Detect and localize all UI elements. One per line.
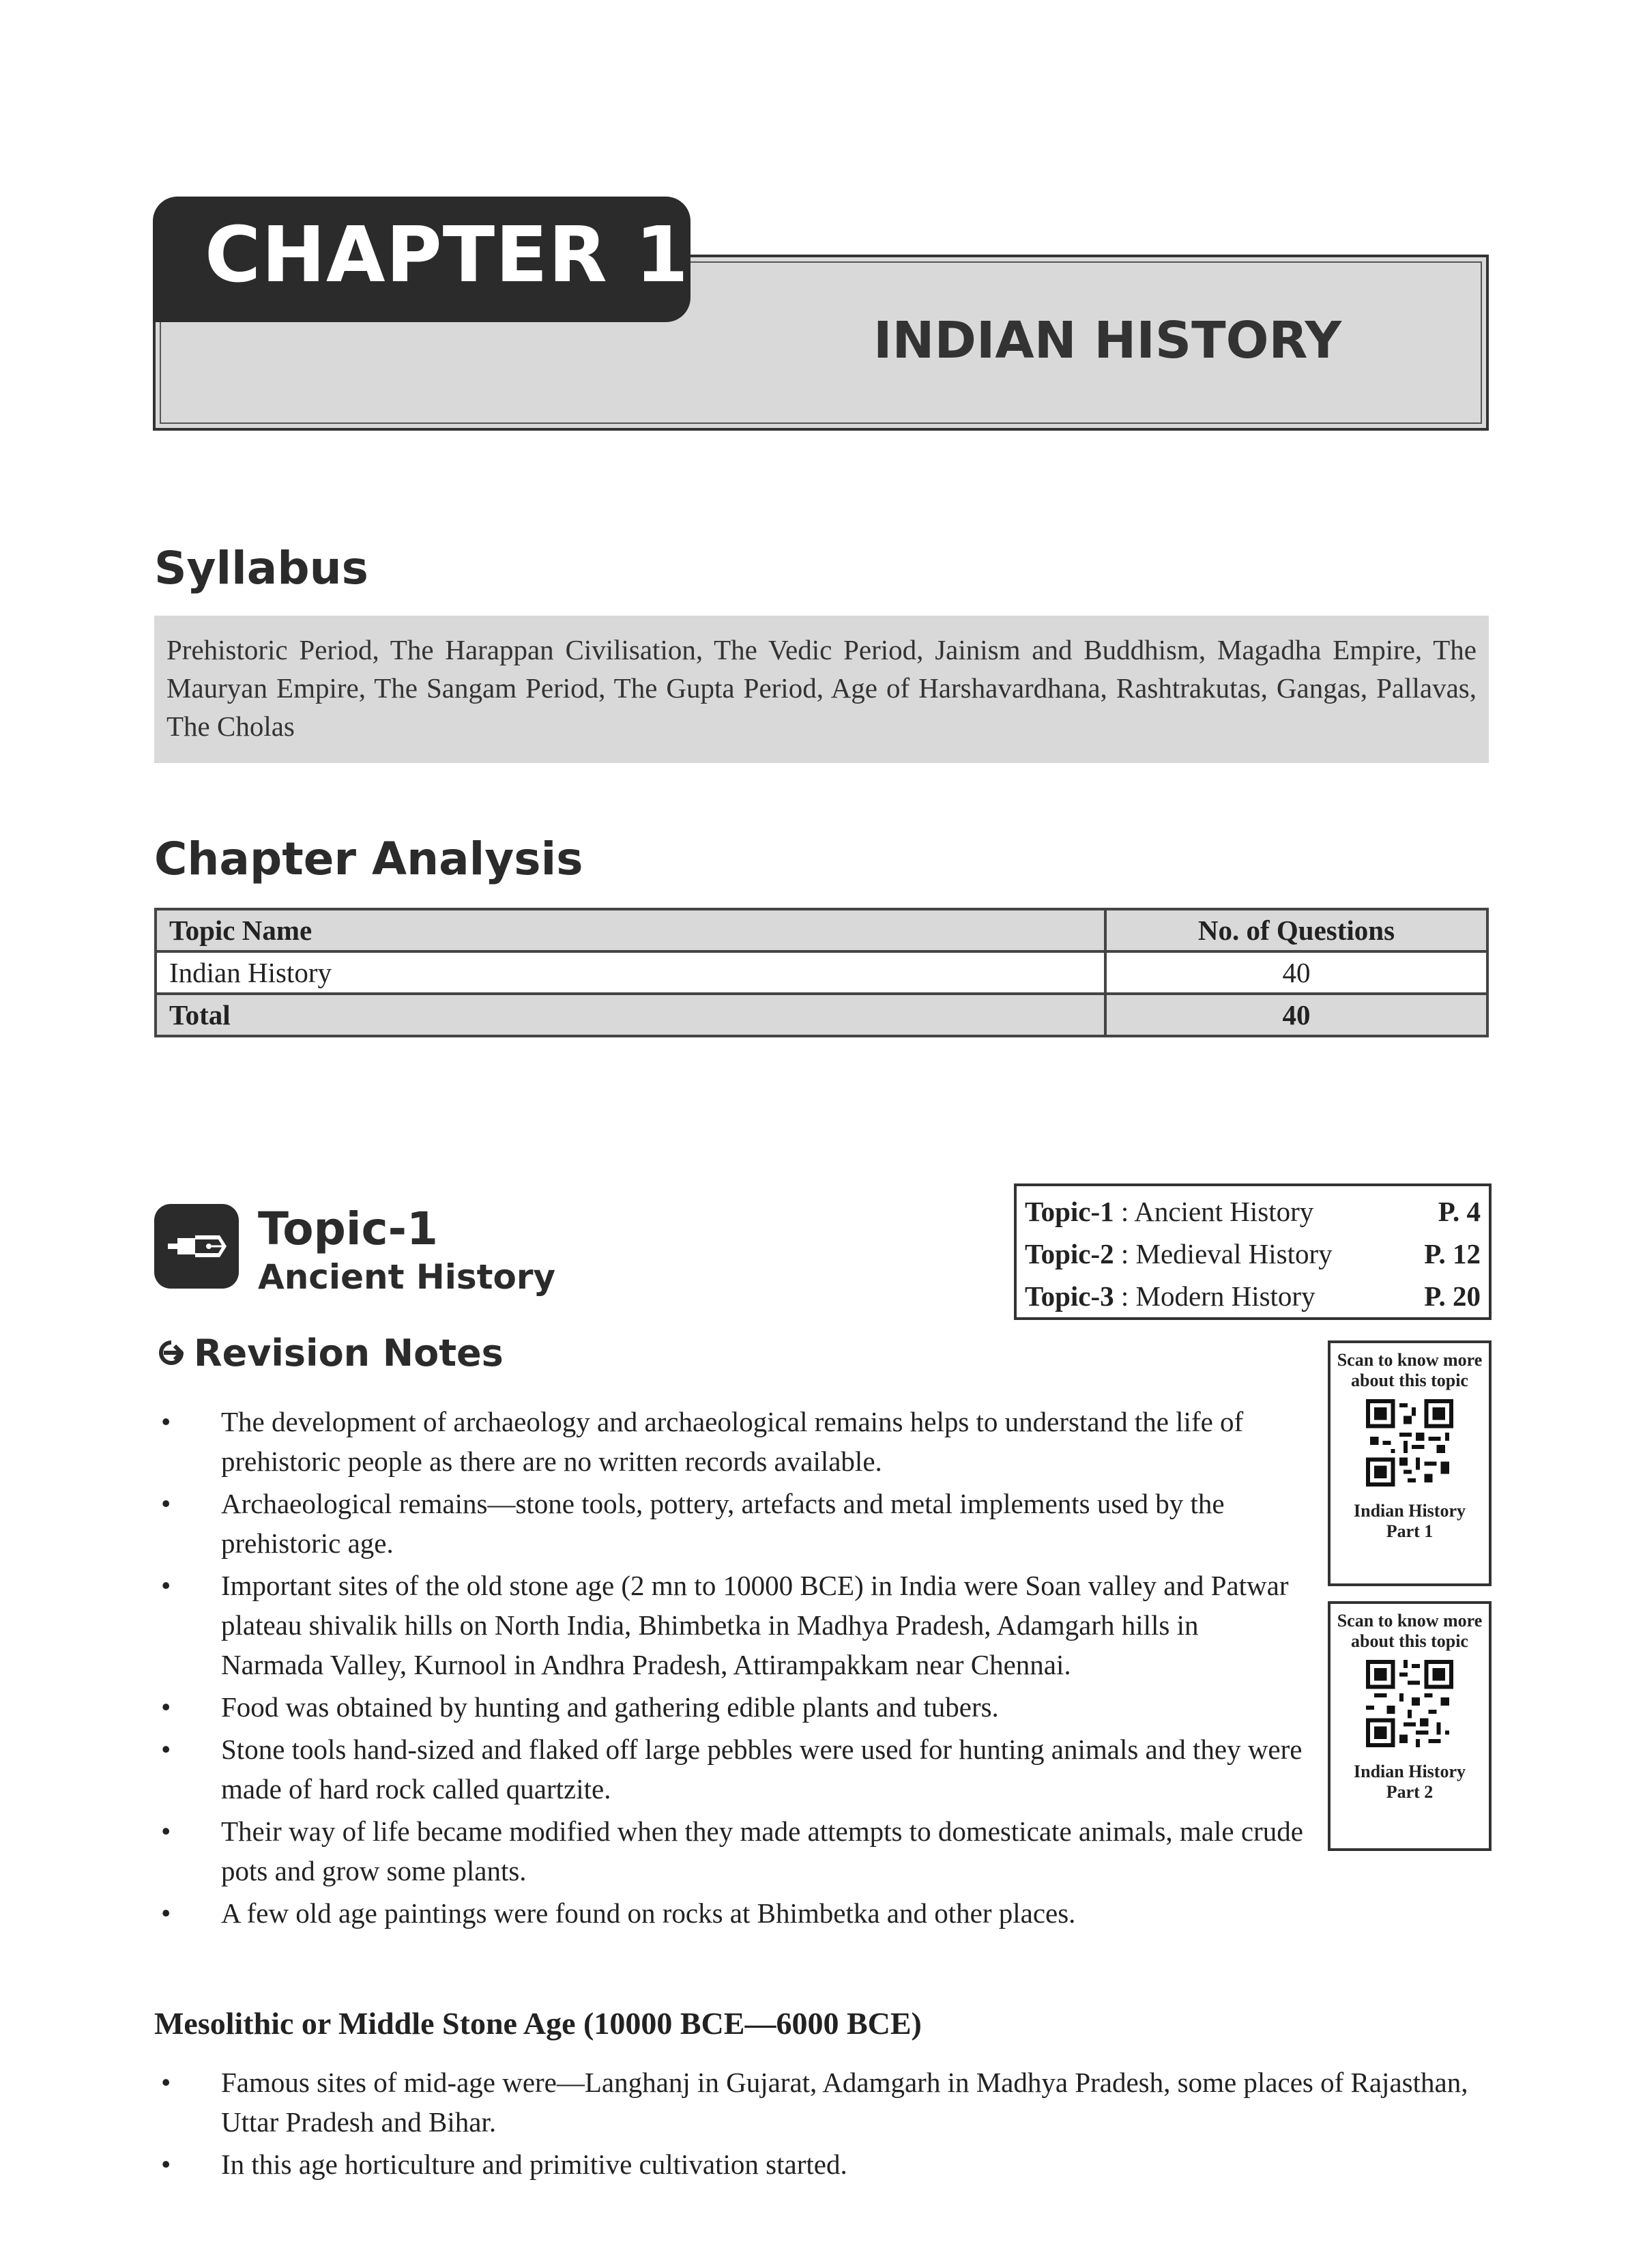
topic-index-page: P. 4 [1438, 1196, 1481, 1227]
list-item: • Important sites of the old stone age (2 mn to 10000 BCE) in India were Soan valley and Patwar plateau shivalik hills on North India, Bhimbetka in Madhya Pradesh, Adamgarh hills in Narmada Valley, Kurnool in Andhra Pradesh, Attirampakkam near Chennai. [161, 1566, 1307, 1684]
topic-index-name: : Medieval History [1114, 1238, 1333, 1269]
column-header-questions: No. of Questions [1105, 909, 1487, 951]
count-cell: 40 [1105, 951, 1487, 994]
topic-title: Topic-1 [258, 1203, 438, 1255]
qr-caption-part: Part 1 [1386, 1521, 1434, 1541]
column-header-topic: Topic Name [156, 909, 1105, 951]
list-item: • Their way of life became modified when they made attempts to domesticate animals, male crude pots and grow some plants. [161, 1811, 1307, 1891]
qr-scan-text: Scan to know more about this topic [1337, 1350, 1483, 1390]
count-cell: 40 [1105, 994, 1487, 1036]
topic-index-row [1025, 1190, 1481, 1233]
circled-arrow-icon [154, 1336, 188, 1370]
qr-caption-part: Part 2 [1386, 1782, 1434, 1802]
topic-index-label: Topic-2 [1025, 1238, 1114, 1269]
qr-box-part-1[interactable] [1328, 1340, 1492, 1586]
revision-notes-list [161, 1402, 1307, 1936]
list-item: • A few old age paintings were found on rocks at Bhimbetka and other places. [161, 1893, 1307, 1933]
list-item: • Food was obtained by hunting and gathering edible plants and tubers. [161, 1687, 1307, 1727]
list-item: • Archaeological remains—stone tools, pottery, artefacts and metal implements used by the prehistoric age. [161, 1484, 1307, 1563]
topic-index-page: P. 20 [1424, 1280, 1481, 1312]
qr-caption: Indian History [1354, 1501, 1466, 1521]
revision-notes-label: Revision Notes [194, 1332, 504, 1375]
table-row [156, 951, 1487, 994]
topic-index-name: : Ancient History [1114, 1196, 1314, 1227]
chapter-analysis-table [154, 908, 1489, 1037]
syllabus-text: Prehistoric Period, The Harappan Civilisation, The Vedic Period, Jainism and Buddhism, Magadha Empire, The Mauryan Empire, The Sangam Period, The Gupta Period, Age of Harshavardhana, Rashtrakutas, Gangas, Pallavas, The Cholas [154, 616, 1489, 763]
topic-index-name: : Modern History [1114, 1280, 1315, 1312]
topic-index-page: P. 12 [1424, 1238, 1481, 1269]
revision-notes-heading [154, 1332, 504, 1375]
topic-cell: Total [156, 994, 1105, 1036]
topic-cell: Indian History [156, 951, 1105, 994]
qr-caption: Indian History [1354, 1762, 1466, 1781]
qr-code-icon[interactable] [1366, 1399, 1453, 1487]
list-item: • The development of archaeology and archaeological remains helps to understand the life of prehistoric people as there are no written records available. [161, 1402, 1307, 1481]
qr-box-part-2[interactable] [1328, 1601, 1492, 1851]
qr-code-icon[interactable] [1366, 1660, 1453, 1747]
qr-scan-text: Scan to know more about this topic [1337, 1611, 1483, 1651]
chapter-analysis-heading: Chapter Analysis [154, 833, 583, 885]
topic-index-row [1025, 1233, 1481, 1275]
fountain-pen-nib-icon [154, 1204, 239, 1289]
topic-index-row [1025, 1275, 1481, 1317]
chapter-subject: INDIAN HISTORY [873, 311, 1342, 370]
chapter-label: CHAPTER 1 [205, 211, 689, 300]
list-item: • In this age horticulture and primitive cultivation started. [161, 2144, 1489, 2184]
mesolithic-list [161, 2063, 1489, 2187]
topic-index-label: Topic-3 [1025, 1280, 1114, 1312]
table-row-total [156, 994, 1487, 1036]
syllabus-heading: Syllabus [154, 542, 368, 594]
list-item: • Famous sites of mid-age were—Langhanj in Gujarat, Adamgarh in Madhya Pradesh, some places of Rajasthan, Uttar Pradesh and Bihar. [161, 2063, 1489, 2142]
topic-subtitle: Ancient History [258, 1257, 556, 1297]
topic-index-box [1014, 1183, 1492, 1320]
topic-index-label: Topic-1 [1025, 1196, 1114, 1227]
list-item: • Stone tools hand-sized and flaked off large pebbles were used for hunting animals and they were made of hard rock called quartzite. [161, 1729, 1307, 1809]
mesolithic-heading: Mesolithic or Middle Stone Age (10000 BCE—6000 BCE) [154, 2006, 922, 2041]
